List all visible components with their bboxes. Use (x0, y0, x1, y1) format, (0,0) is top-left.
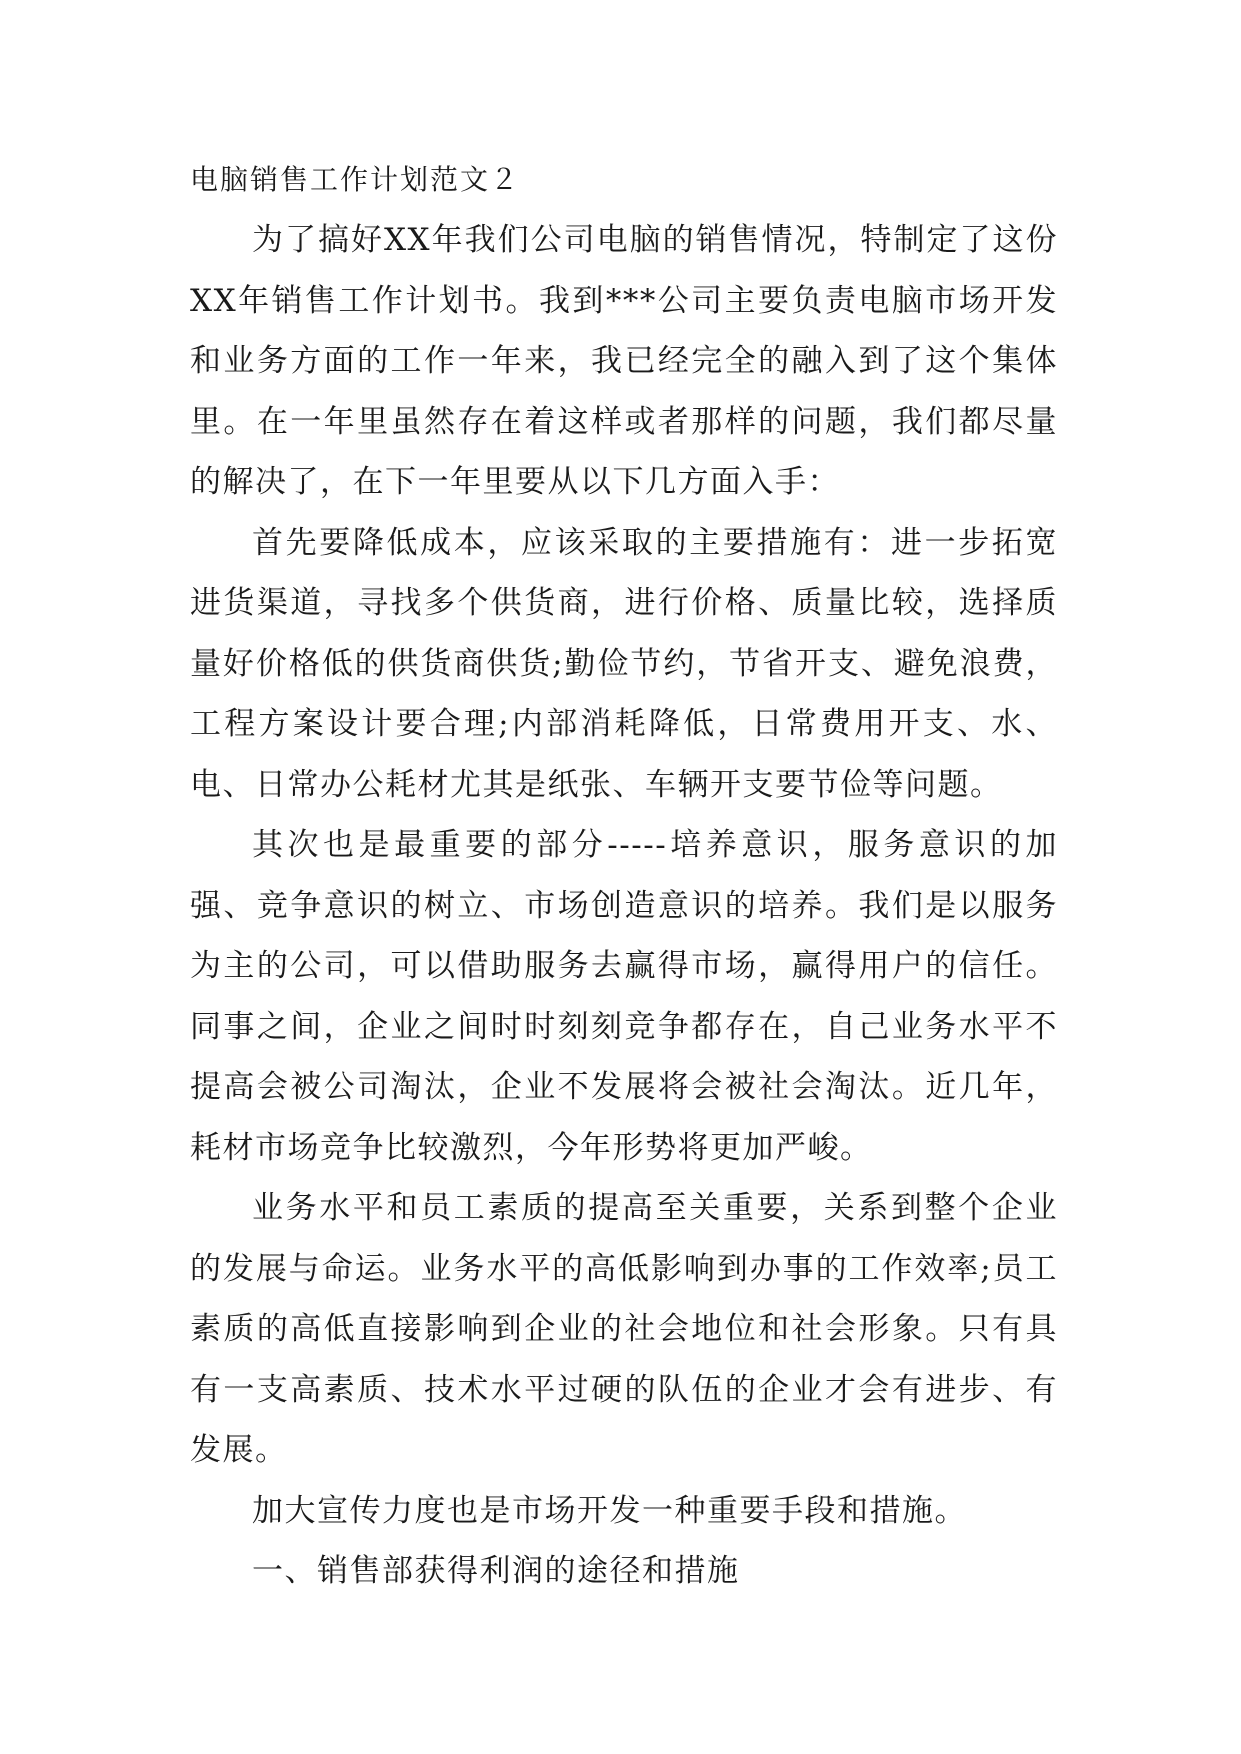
paragraph-publicity: 加大宣传力度也是市场开发一种重要手段和措施。 (252, 1492, 967, 1529)
document-body (190, 150, 1058, 1602)
document-title: 电脑销售工作计划范文２ (190, 163, 521, 196)
section-heading-profit: 一、销售部获得利润的途径和措施 (252, 1553, 740, 1589)
paragraph-reduce-cost: 首先要降低成本，应该采取的主要措施有：进一步拓宽进货渠道，寻找多个供货商，进行价格、质量比较，选择质量好价格低的供货商供货;勤俭节约，节省开支、避免浪费，工程方案设计要合理;内部消耗降低，日常费用开支、水、电、日常办公耗材尤其是纸张、车辆开支要节俭等问题。 (190, 524, 1058, 803)
paragraph-awareness: 其次也是最重要的部分-----培养意识，服务意识的加强、竞争意识的树立、市场创造意识的培养。我们是以服务为主的公司，可以借助服务去赢得市场，赢得用户的信任。同事之间，企业之间时时刻刻竞争都存在，自己业务水平不提高会被公司淘汰，企业不发展将会被社会淘汰。近几年，耗材市场竞争比较激烈，今年形势将更加严峻。 (190, 827, 1058, 1166)
paragraph-intro: 为了搞好XX年我们公司电脑的销售情况，特制定了这份XX年销售工作计划书。我到***公司主要负责电脑市场开发和业务方面的工作一年来，我已经完全的融入到了这个集体里。在一年里虽然存在着这样或者那样的问题，我们都尽量的解决了，在下一年里要从以下几方面入手： (190, 222, 1058, 500)
paragraph-staff-quality: 业务水平和员工素质的提高至关重要，关系到整个企业的发展与命运。业务水平的高低影响到办事的工作效率;员工素质的高低直接影响到企业的社会地位和社会形象。只有具有一支高素质、技术水平过硬的队伍的企业才会有进步、有发展。 (190, 1190, 1058, 1468)
